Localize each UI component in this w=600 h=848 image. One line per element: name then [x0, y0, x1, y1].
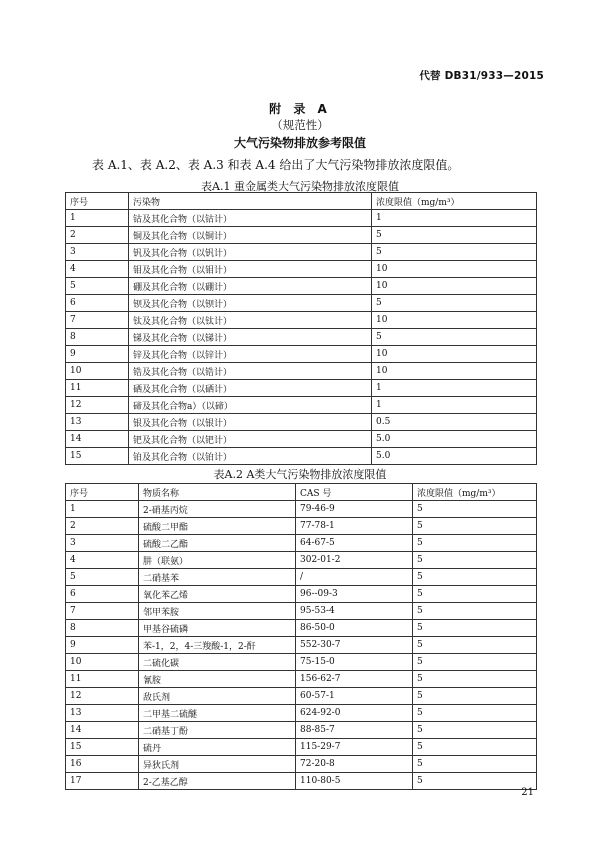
table-cell: 2 — [66, 227, 129, 244]
table-cell: 5 — [372, 244, 537, 261]
table-cell: 5 — [413, 705, 537, 722]
table-cell: 5 — [413, 518, 537, 535]
table-cell: 1 — [66, 210, 129, 227]
table-cell: 甲基谷硫磷 — [139, 620, 296, 637]
table-cell: 敌氏剂 — [139, 688, 296, 705]
table-cell: 1 — [372, 210, 537, 227]
table-cell: 7 — [66, 312, 129, 329]
column-header: 污染物 — [129, 193, 372, 210]
table-cell: 8 — [66, 329, 129, 346]
column-header: 序号 — [66, 484, 139, 501]
table-cell: 碲及其化合物a）（以碲） — [129, 397, 372, 414]
table-cell: 156-62-7 — [296, 671, 413, 688]
table-cell: 5 — [66, 569, 139, 586]
table-cell: 75-15-0 — [296, 654, 413, 671]
table-row — [66, 227, 537, 244]
table-row — [66, 244, 537, 261]
table-cell: 17 — [66, 773, 139, 790]
table-row — [66, 501, 537, 518]
table-cell: 二硝基苯 — [139, 569, 296, 586]
table-cell: 5 — [413, 773, 537, 790]
table-cell: 5 — [413, 586, 537, 603]
column-header: 浓度限值（mg/m³） — [372, 193, 537, 210]
table-cell: 肼（联氨） — [139, 552, 296, 569]
table-row — [66, 380, 537, 397]
table-row — [66, 705, 537, 722]
table-row — [66, 518, 537, 535]
table-row — [66, 671, 537, 688]
table-cell: 10 — [66, 654, 139, 671]
table-cell: 铂及其化合物（以铂计） — [129, 448, 372, 465]
column-header: CAS 号 — [296, 484, 413, 501]
table-cell: 60-57-1 — [296, 688, 413, 705]
table-row — [66, 414, 537, 431]
table-cell: 5.0 — [372, 431, 537, 448]
table-cell: 3 — [66, 535, 139, 552]
column-header: 物质名称 — [139, 484, 296, 501]
table-cell: 钯及其化合物（以钯计） — [129, 431, 372, 448]
table-cell: 5 — [413, 569, 537, 586]
table-row — [66, 756, 537, 773]
table-cell: 5 — [413, 501, 537, 518]
table-cell: 钼及其化合物（以钼计） — [129, 261, 372, 278]
table-a1 — [65, 192, 537, 465]
intro-paragraph: 表 A.1、表 A.2、表 A.3 和表 A.4 给出了大气污染物排放浓度限值。 — [92, 158, 460, 172]
table-cell: 88-85-7 — [296, 722, 413, 739]
table-header-row — [66, 484, 537, 501]
standard-code: 代替 DB31/933—2015 — [419, 70, 544, 82]
table-cell: 10 — [372, 312, 537, 329]
table-cell: 银及其化合物（以银计） — [129, 414, 372, 431]
table-cell: 16 — [66, 756, 139, 773]
table-row — [66, 363, 537, 380]
table-cell: 苯-1，2，4-三羧酸-1，2-酐 — [139, 637, 296, 654]
table-cell: 8 — [66, 620, 139, 637]
table-cell: 79-46-9 — [296, 501, 413, 518]
table-cell: 11 — [66, 380, 129, 397]
table-cell: 5 — [413, 756, 537, 773]
table-cell: 5 — [413, 535, 537, 552]
table-cell: 5 — [372, 329, 537, 346]
table-cell: 二硫化碳 — [139, 654, 296, 671]
table-cell: / — [296, 569, 413, 586]
table-cell: 5 — [413, 722, 537, 739]
table-cell: 锆及其化合物（以锆计） — [129, 363, 372, 380]
table-cell: 86-50-0 — [296, 620, 413, 637]
table-cell: 5 — [413, 620, 537, 637]
table-cell: 3 — [66, 244, 129, 261]
table-row — [66, 431, 537, 448]
table-cell: 5 — [372, 227, 537, 244]
table-row — [66, 535, 537, 552]
table-cell: 6 — [66, 586, 139, 603]
table-cell: 115-29-7 — [296, 739, 413, 756]
table-cell: 2-硝基丙烷 — [139, 501, 296, 518]
table-cell: 1 — [66, 501, 139, 518]
table-cell: 5 — [413, 654, 537, 671]
table-cell: 5.0 — [372, 448, 537, 465]
table-cell: 13 — [66, 705, 139, 722]
table-cell: 硼及其化合物（以硼计） — [129, 278, 372, 295]
table-row — [66, 688, 537, 705]
table-cell: 氰胺 — [139, 671, 296, 688]
table-cell: 5 — [413, 671, 537, 688]
table-cell: 1 — [372, 380, 537, 397]
table-cell: 10 — [372, 261, 537, 278]
table-row — [66, 620, 537, 637]
table-row — [66, 552, 537, 569]
table-row — [66, 397, 537, 414]
table-cell: 2 — [66, 518, 139, 535]
table-cell: 6 — [66, 295, 129, 312]
table-cell: 552-30-7 — [296, 637, 413, 654]
table-row — [66, 210, 537, 227]
table-cell: 硫酸二乙酯 — [139, 535, 296, 552]
appendix-type: （规范性） — [271, 118, 329, 132]
table-cell: 硫酸二甲酯 — [139, 518, 296, 535]
table-cell: 硫丹 — [139, 739, 296, 756]
table-cell: 624-92-0 — [296, 705, 413, 722]
table-cell: 11 — [66, 671, 139, 688]
table-cell: 二甲基二硫醚 — [139, 705, 296, 722]
table-row — [66, 448, 537, 465]
table-cell: 15 — [66, 448, 129, 465]
appendix-subject: 大气污染物排放参考限值 — [233, 136, 366, 150]
table-a2-caption: 表A.2 A类大气污染物排放浓度限值 — [213, 468, 387, 481]
table-row — [66, 637, 537, 654]
table-cell: 5 — [413, 603, 537, 620]
table-row — [66, 722, 537, 739]
table-cell: 10 — [372, 363, 537, 380]
table-cell: 5 — [413, 688, 537, 705]
table-cell: 氧化苯乙烯 — [139, 586, 296, 603]
table-cell: 异狄氏剂 — [139, 756, 296, 773]
table-cell: 10 — [372, 278, 537, 295]
table-cell: 14 — [66, 431, 129, 448]
table-row — [66, 278, 537, 295]
table-a1-caption: 表A.1 重金属类大气污染物排放浓度限值 — [201, 180, 399, 193]
table-cell: 5 — [413, 552, 537, 569]
table-cell: 钴及其化合物（以钴计） — [129, 210, 372, 227]
table-cell: 72-20-8 — [296, 756, 413, 773]
table-cell: 5 — [413, 739, 537, 756]
table-cell: 二硝基丁酚 — [139, 722, 296, 739]
table-cell: 10 — [372, 346, 537, 363]
appendix-title: 附 录 A — [269, 102, 331, 116]
table-row — [66, 569, 537, 586]
table-cell: 5 — [66, 278, 129, 295]
table-cell: 2-乙基乙醇 — [139, 773, 296, 790]
table-cell: 302-01-2 — [296, 552, 413, 569]
table-cell: 钒及其化合物（以钒计） — [129, 244, 372, 261]
table-row — [66, 312, 537, 329]
table-row — [66, 261, 537, 278]
table-cell: 9 — [66, 346, 129, 363]
table-cell: 15 — [66, 739, 139, 756]
table-cell: 5 — [372, 295, 537, 312]
table-cell: 14 — [66, 722, 139, 739]
table-cell: 95-53-4 — [296, 603, 413, 620]
table-row — [66, 603, 537, 620]
table-cell: 锌及其化合物（以锌计） — [129, 346, 372, 363]
table-cell: 1 — [372, 397, 537, 414]
table-cell: 硒及其化合物（以硒计） — [129, 380, 372, 397]
table-row — [66, 329, 537, 346]
table-row — [66, 295, 537, 312]
table-cell: 10 — [66, 363, 129, 380]
table-cell: 4 — [66, 261, 129, 278]
page-number: 21 — [521, 787, 534, 798]
table-cell: 7 — [66, 603, 139, 620]
table-cell: 110-80-5 — [296, 773, 413, 790]
table-cell: 钡及其化合物（以钡计） — [129, 295, 372, 312]
table-row — [66, 586, 537, 603]
table-cell: 13 — [66, 414, 129, 431]
table-row — [66, 773, 537, 790]
table-cell: 钛及其化合物（以钛计） — [129, 312, 372, 329]
table-row — [66, 654, 537, 671]
table-cell: 9 — [66, 637, 139, 654]
table-cell: 12 — [66, 688, 139, 705]
table-cell: 96--09-3 — [296, 586, 413, 603]
table-cell: 77-78-1 — [296, 518, 413, 535]
table-cell: 4 — [66, 552, 139, 569]
column-header: 浓度限值（mg/m³） — [413, 484, 537, 501]
table-row — [66, 739, 537, 756]
table-cell: 64-67-5 — [296, 535, 413, 552]
table-cell: 邻甲苯胺 — [139, 603, 296, 620]
table-cell: 0.5 — [372, 414, 537, 431]
table-cell: 锑及其化合物（以锑计） — [129, 329, 372, 346]
table-row — [66, 346, 537, 363]
table-a2 — [65, 483, 537, 790]
column-header: 序号 — [66, 193, 129, 210]
table-cell: 12 — [66, 397, 129, 414]
table-header-row — [66, 193, 537, 210]
table-cell: 铜及其化合物（以铜计） — [129, 227, 372, 244]
table-cell: 5 — [413, 637, 537, 654]
